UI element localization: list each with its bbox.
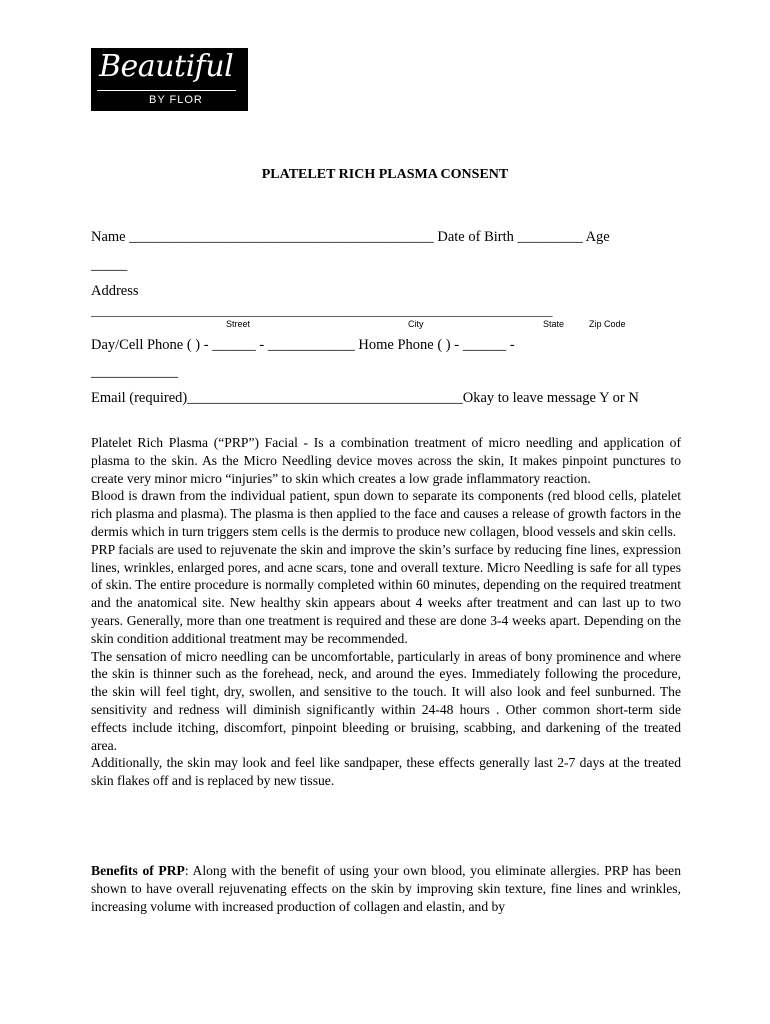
paragraph-benefits (91, 862, 681, 915)
logo-rule (97, 90, 236, 91)
consent-body (91, 434, 681, 790)
paragraph-prp-facial: Platelet Rich Plasma (“PRP”) Facial - Is a combination treatment of micro needling and application of plasma to the skin. As the Micro Needling device moves across the skin, It makes pinpoint punctures to create very minor micro “injuries” to skin which creates a low grade inflammatory reaction. (91, 435, 681, 486)
document-title: PLATELET RICH PLASMA CONSENT (261, 167, 509, 182)
address-label: Address (91, 283, 139, 299)
address-street-label: Street (226, 319, 251, 329)
address-state-label: State (543, 319, 565, 329)
phone-blank: ____________ (91, 364, 178, 380)
address-city-label: City (408, 319, 424, 329)
logo-script-text: Beautiful (99, 49, 234, 84)
phone-line: Day/Cell Phone ( ) - ______ - ____________ Home Phone ( ) - ______ - (91, 337, 515, 353)
benefits-label: Benefits of PRP (91, 863, 185, 878)
paragraph-sensation: The sensation of micro needling can be uncomfortable, particularly in areas of bony prominence and where the skin is thinner such as the forehead, neck, and around the eyes. Immediately following the procedure, the skin will feel tight, dry, swollen, and sensitive to the touch. It will also look and feel sunburned. The sensitivity and redness will diminish significantly within 24-48 hours . Other common short-term side effects include itching, discomfort, pinpoint bleeding or bruising, scabbing, and darkening of the treated area. (91, 648, 681, 753)
name-dob-age-line: Name __________________________________________ Date of Birth _________ Age (91, 229, 610, 245)
paragraph-prp-uses: PRP facials are used to rejuvenate the skin and improve the skin’s surface by reducing fine lines, expression lines, wrinkles, enlarged pores, and acne scars, tone and overall texture. Micro Needling is safe for all types of skin. The entire procedure is normally completed within 60 minutes, depending on the required treatment and the anatomical site. New healthy skin appears about 4 weeks after treatment and can last up to two years. Generally, more than one treatment is required and these are done 3-4 weeks apart. Depending on the skin condition additional treatment may be recommended. (91, 541, 681, 646)
email-line: Email (required)______________________________________Okay to leave message Y or N (91, 390, 639, 406)
benefits-text: : Along with the benefit of using your own blood, you eliminate allergies. PRP has been shown to have overall rejuvenating effects on the skin by improving skin texture, fine lines and wrinkles, increasing volume with increased production of collagen and elastin, and by (91, 863, 681, 914)
paragraph-blood-drawn: Blood is drawn from the individual patient, spun down to separate its components (red blood cells, platelet rich plasma and plasma). The plasma is then applied to the face and causes a release of growth factors in the dermis which in turn triggers stem cells is the dermis to produce new collagen, blood vessels and skin cells. (91, 488, 681, 539)
address-blank: _______________________________________________________________________ (91, 303, 553, 318)
paragraph-additionally: Additionally, the skin may look and feel like sandpaper, these effects generally last 2-7 days at the treated skin flakes off and is replaced by new tissue. (91, 755, 681, 789)
age-blank: _____ (91, 257, 128, 273)
address-zip-label: Zip Code (589, 319, 626, 329)
logo-subtitle: BY FLOR (149, 94, 203, 106)
brand-logo (91, 48, 248, 111)
benefits-section (91, 862, 681, 915)
